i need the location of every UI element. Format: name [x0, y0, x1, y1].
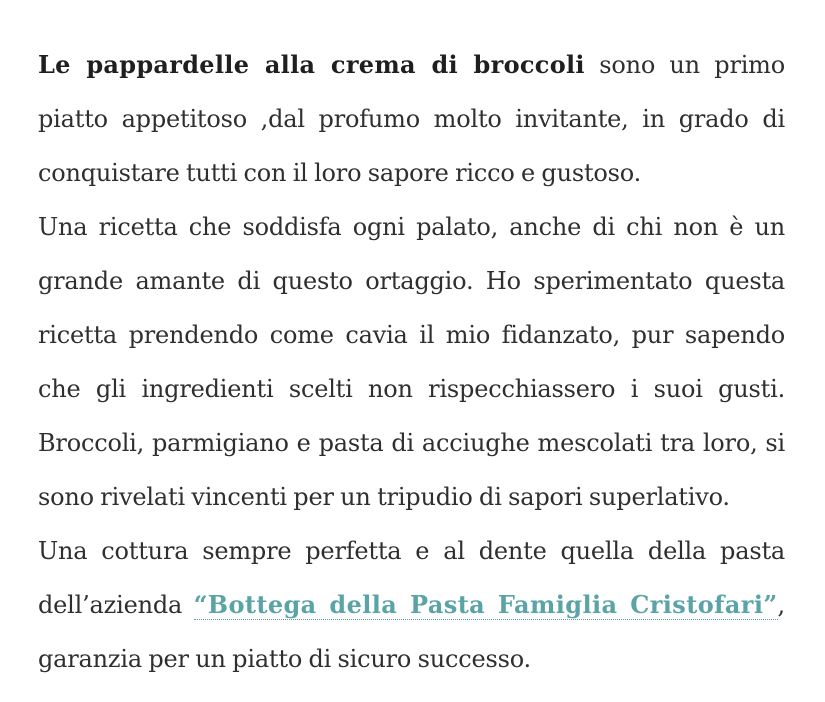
pasta-text-before: Una cottura sempre perfetta e al dente quella della pasta dell’azienda: [38, 537, 785, 619]
pasta-text-after: , garanzia per un piatto di sicuro successo.: [38, 591, 785, 673]
description-paragraph: [38, 200, 785, 524]
intro-text: sono un primo piatto appetitoso ,dal profumo molto invitante, in grado di conquistare tutti con il loro sapore ricco e gustoso.: [38, 51, 785, 187]
bottega-link[interactable]: “Bottega della Pasta Famiglia Cristofari”: [193, 590, 778, 619]
article-body: [38, 38, 785, 686]
recipe-title-bold: Le pappardelle alla crema di broccoli: [38, 50, 585, 79]
pasta-paragraph: [38, 524, 785, 686]
intro-paragraph: [38, 38, 785, 200]
description-text: Una ricetta che soddisfa ogni palato, anche di chi non è un grande amante di questo ortaggio. Ho sperimentato questa ricetta prendendo come cavia il mio fidanzato, pur sapendo che gli ingredienti scelti non rispecchiassero i suoi gusti. Broccoli, parmigiano e pasta di acciughe mescolati tra loro, si sono rivelati vincenti per un tripudio di sapori superlativo.: [38, 213, 785, 511]
